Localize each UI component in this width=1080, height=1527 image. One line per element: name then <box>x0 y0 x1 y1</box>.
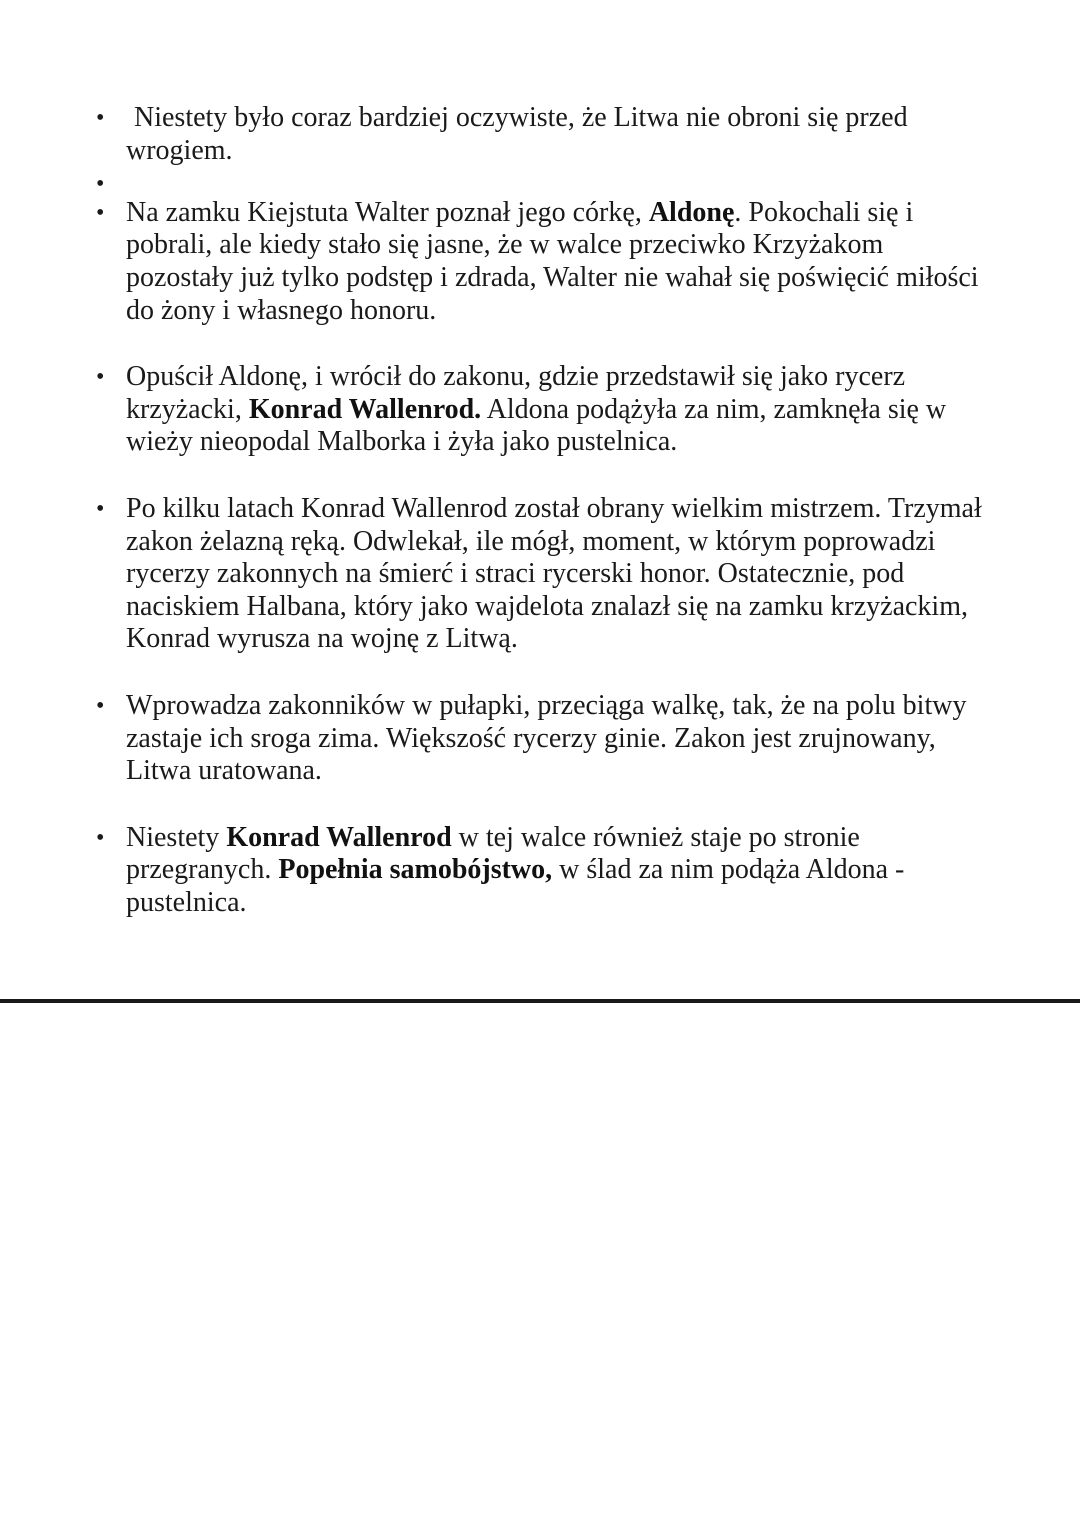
bullet-icon: • <box>96 692 105 719</box>
list-item <box>96 102 996 167</box>
list-item <box>96 197 996 327</box>
list-item <box>96 493 996 656</box>
list-item-text: Niestety Konrad Wallenrod w tej walce również staje po stronie przegranych. Popełnia samobójstwo, w ślad za nim podąża Aldona - pustelnica. <box>126 821 905 918</box>
list-item-text: Po kilku latach Konrad Wallenrod został obrany wielkim mistrzem. Trzymał zakon żelazną ręką. Odwlekał, ile mógł, moment, w którym poprowadzi rycerzy zakonnych na śmierć i straci rycerski honor. Ostatecznie, pod naciskiem Halbana, który jako wajdelota znalazł się na zamku krzyżackim, Konrad wyrusza na wojnę z Litwą. <box>126 492 982 655</box>
bullet-icon: • <box>96 364 105 391</box>
bullet-list <box>96 102 996 919</box>
bullet-icon: • <box>96 495 105 522</box>
bullet-icon: • <box>96 199 105 226</box>
bullet-icon: • <box>96 171 105 198</box>
bullet-icon: • <box>96 824 105 851</box>
list-item <box>96 361 996 459</box>
list-item-text: Na zamku Kiejstuta Walter poznał jego córkę, Aldonę. Pokochali się i pobrali, ale kiedy stało się jasne, że w walce przeciwko Krzyżakom pozostały już tylko podstęp i zdrada, Walter nie wahał się poświęcić miłości do żony i własnego honoru. <box>126 196 979 326</box>
list-item <box>96 690 996 788</box>
list-item-text <box>126 168 133 199</box>
bullet-icon: • <box>96 105 105 131</box>
list-item <box>96 822 996 920</box>
list-item-text: Niestety było coraz bardziej oczywiste, że Litwa nie obroni się przed wrogiem. <box>126 102 908 166</box>
list-item-text: Wprowadza zakonników w pułapki, przeciąga walkę, tak, że na polu bitwy zastaje ich sroga zima. Większość rycerzy ginie. Zakon jest zrujnowany, Litwa uratowana. <box>126 689 967 787</box>
list-item-text: Opuścił Aldonę, i wrócił do zakonu, gdzie przedstawił się jako rycerz krzyżacki, Konrad Wallenrod. Aldona podążyła za nim, zamknęła się w wieży nieopodal Malborka i żyła jako pustelnica. <box>126 361 947 458</box>
horizontal-divider <box>0 999 1080 1003</box>
